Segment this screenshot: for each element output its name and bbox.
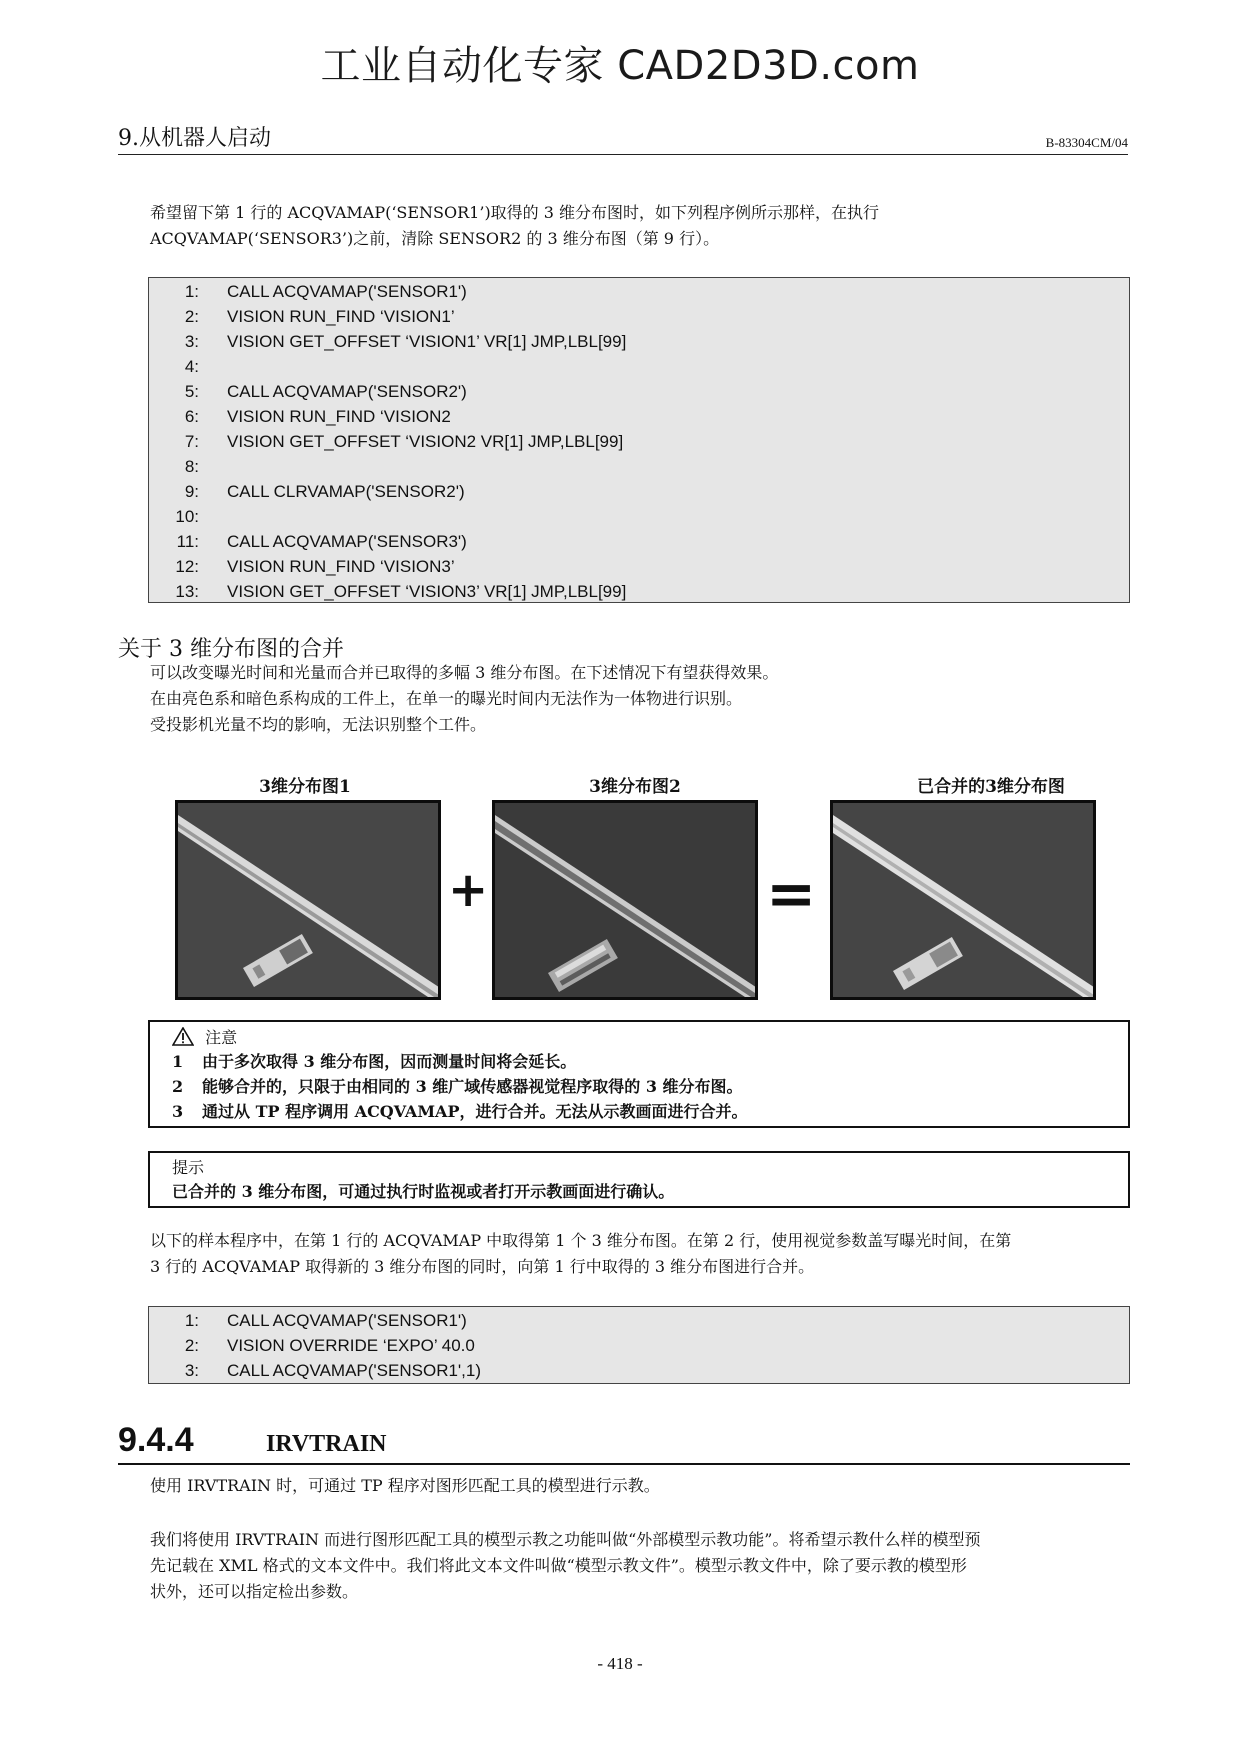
code-text: CALL ACQVAMAP('SENSOR1') bbox=[227, 282, 467, 301]
line-number: 4: bbox=[184, 357, 199, 376]
section-name: IRVTRAIN bbox=[266, 1431, 387, 1457]
code-line bbox=[155, 354, 1115, 379]
line-number: 11: bbox=[176, 532, 199, 551]
code-text: VISION GET_OFFSET ‘VISION3’ VR[1] JMP,LBL[99] bbox=[227, 582, 627, 601]
program-listing-1 bbox=[148, 277, 1130, 603]
plus-symbol: + bbox=[448, 862, 489, 918]
code-text: CALL ACQVAMAP('SENSOR1') bbox=[227, 1311, 467, 1330]
irvtrain-paragraph-2 bbox=[150, 1527, 1130, 1605]
code-line bbox=[155, 1308, 1115, 1333]
item-text: 通过从 TP 程序调用 ACQVAMAP，进行合并。无法从示教画面进行合并。 bbox=[202, 1102, 748, 1121]
intro-paragraph bbox=[150, 200, 1130, 252]
text-line: 3 行的 ACQVAMAP 取得新的 3 维分布图的同时，向第 1 行中取得的 3 维分布图进行合并。 bbox=[150, 1257, 815, 1276]
section-number: 9.4.4 bbox=[118, 1421, 194, 1459]
hint-text: 已合并的 3 维分布图，可通过执行时监视或者打开示教画面进行确认。 bbox=[172, 1182, 675, 1201]
image-caption-2: 3维分布图2 bbox=[589, 777, 681, 797]
code-text: VISION RUN_FIND ‘VISION2 bbox=[227, 407, 451, 426]
code-text: CALL ACQVAMAP('SENSOR3') bbox=[227, 532, 467, 551]
code-line bbox=[155, 379, 1115, 404]
code-line bbox=[155, 1358, 1115, 1383]
text-line: 可以改变曝光时间和光量而合并已取得的多幅 3 维分布图。在下述情况下有望获得效果。 bbox=[150, 663, 779, 682]
text-line: 在由亮色系和暗色系构成的工件上，在单一的曝光时间内无法作为一体物进行识别。 bbox=[150, 689, 743, 708]
line-number: 9: bbox=[184, 482, 199, 501]
merged-map-image bbox=[830, 800, 1096, 1000]
code-text: CALL ACQVAMAP('SENSOR1',1) bbox=[227, 1361, 482, 1380]
text-line: 先记载在 XML 格式的文本文件中。我们将此文本文件叫做“模型示教文件”。模型示教文件中，除了要示教的模型形 bbox=[150, 1556, 967, 1575]
code-text: CALL ACQVAMAP('SENSOR2') bbox=[227, 382, 467, 401]
line-number: 12: bbox=[175, 557, 199, 576]
line-number: 7: bbox=[184, 432, 199, 451]
code-line bbox=[155, 479, 1115, 504]
section-heading-merge: 关于 3 维分布图的合并 bbox=[118, 637, 344, 662]
image-caption-1: 3维分布图1 bbox=[259, 777, 351, 797]
item-number: 3 bbox=[172, 1102, 184, 1121]
line-number: 3: bbox=[184, 1361, 199, 1380]
caution-title: 注意 bbox=[205, 1027, 238, 1047]
line-number: 6: bbox=[184, 407, 199, 426]
caution-item bbox=[172, 1074, 743, 1099]
line-number: 10: bbox=[175, 507, 199, 526]
line-number: 5: bbox=[184, 382, 199, 401]
text-line: ACQVAMAP(‘SENSOR3’)之前，清除 SENSOR2 的 3 维分布图（第 9 行）。 bbox=[150, 229, 720, 248]
code-line bbox=[155, 304, 1115, 329]
hint-box bbox=[148, 1151, 1130, 1208]
code-line bbox=[155, 504, 1115, 529]
page-number: - 418 - bbox=[597, 1654, 643, 1673]
equals-symbol: = bbox=[766, 859, 817, 929]
warning-triangle-icon bbox=[172, 1028, 199, 1047]
text-line: 希望留下第 1 行的 ACQVAMAP(‘SENSOR1’)取得的 3 维分布图时，如下列程序例所示那样，在执行 bbox=[150, 203, 880, 222]
text-line: 以下的样本程序中，在第 1 行的 ACQVAMAP 中取得第 1 个 3 维分布图。在第 2 行，使用视觉参数盖写曝光时间，在第 bbox=[150, 1231, 1012, 1250]
line-number: 2: bbox=[184, 1336, 199, 1355]
irvtrain-paragraph-1 bbox=[150, 1473, 1130, 1499]
running-header bbox=[118, 124, 1128, 155]
code-text: VISION GET_OFFSET ‘VISION1’ VR[1] JMP,LBL[99] bbox=[227, 332, 627, 351]
document-code: B-83304CM/04 bbox=[1045, 135, 1128, 150]
code-text: VISION GET_OFFSET ‘VISION2 VR[1] JMP,LBL[99] bbox=[227, 432, 624, 451]
code-line bbox=[155, 429, 1115, 454]
merge-paragraph bbox=[150, 660, 1130, 738]
item-text: 能够合并的，只限于由相同的 3 维广域传感器视觉程序取得的 3 维分布图。 bbox=[202, 1077, 743, 1096]
code-line bbox=[155, 279, 1115, 304]
code-line bbox=[155, 329, 1115, 354]
text-line: 受投影机光量不均的影响，无法识别整个工件。 bbox=[150, 715, 487, 734]
line-number: 1: bbox=[184, 282, 199, 301]
code-line bbox=[155, 404, 1115, 429]
chapter-title: 9.从机器人启动 bbox=[118, 126, 271, 151]
code-text: VISION RUN_FIND ‘VISION3’ bbox=[227, 557, 455, 576]
program-listing-2 bbox=[148, 1306, 1130, 1384]
code-line bbox=[155, 454, 1115, 479]
image-caption-3: 已合并的3维分布图 bbox=[917, 777, 1065, 797]
watermark-text: 工业自动化专家 CAD2D3D.com bbox=[320, 43, 920, 89]
item-text: 由于多次取得 3 维分布图，因而测量时间将会延长。 bbox=[202, 1052, 577, 1071]
code-text: VISION RUN_FIND ‘VISION1’ bbox=[227, 307, 455, 326]
text-line: 我们将使用 IRVTRAIN 而进行图形匹配工具的模型示教之功能叫做“外部模型示教功能”。将希望示教什么样的模型预 bbox=[150, 1530, 981, 1549]
code-line bbox=[155, 579, 1115, 604]
caution-box bbox=[148, 1020, 1130, 1128]
sample-intro-paragraph bbox=[150, 1228, 1130, 1280]
line-number: 1: bbox=[184, 1311, 199, 1330]
code-line bbox=[155, 1333, 1115, 1358]
code-line bbox=[155, 554, 1115, 579]
caution-item bbox=[172, 1049, 576, 1074]
caution-header bbox=[172, 1026, 237, 1048]
caution-item bbox=[172, 1099, 747, 1124]
text-line: 使用 IRVTRAIN 时，可通过 TP 程序对图形匹配工具的模型进行示教。 bbox=[150, 1476, 660, 1495]
line-number: 2: bbox=[184, 307, 199, 326]
map-image-1 bbox=[175, 800, 441, 1000]
map-image-2 bbox=[492, 800, 758, 1000]
item-number: 1 bbox=[172, 1052, 184, 1071]
hint-title: 提示 bbox=[172, 1158, 205, 1177]
text-line: 状外，还可以指定检出参数。 bbox=[150, 1582, 359, 1601]
line-number: 8: bbox=[184, 457, 199, 476]
section-heading-irvtrain bbox=[118, 1421, 1130, 1465]
line-number: 13: bbox=[175, 582, 199, 601]
code-line bbox=[155, 529, 1115, 554]
code-text: CALL CLRVAMAP('SENSOR2') bbox=[227, 482, 465, 501]
line-number: 3: bbox=[184, 332, 199, 351]
item-number: 2 bbox=[172, 1077, 184, 1096]
code-text: VISION OVERRIDE ‘EXPO’ 40.0 bbox=[227, 1336, 475, 1355]
